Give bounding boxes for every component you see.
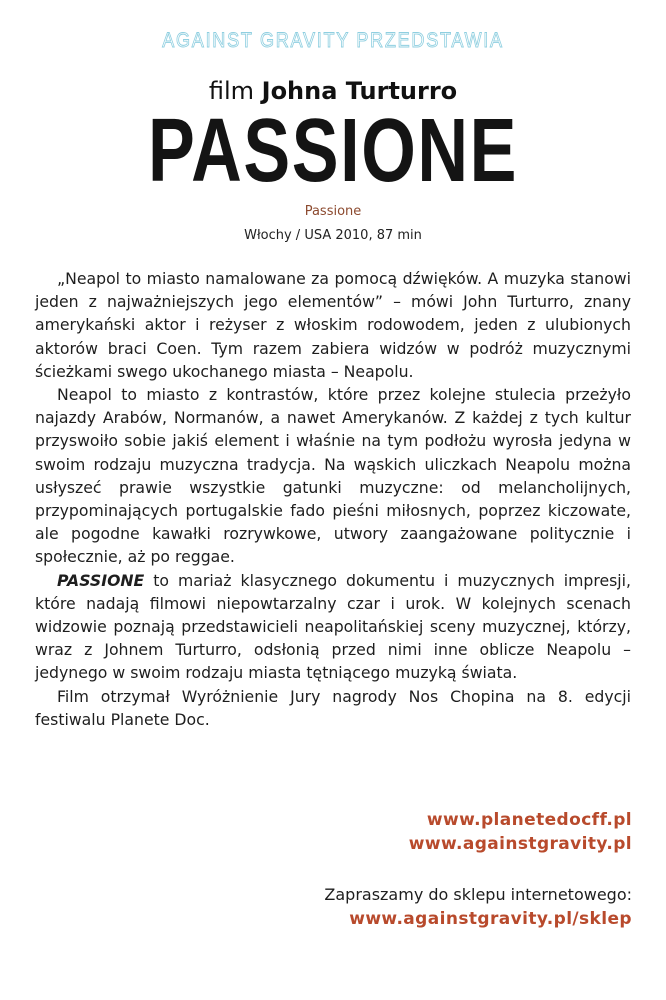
paragraph-1: „Neapol to miasto namalowane za pomocą dźwięków. A muzyka stanowi jeden z najważniejszych jego elementów” – mówi John Turturro, znany amerykański aktor i reżyser z włoskim rodowodem, jeden z ulubionych aktorów braci Coen. Tym razem zabiera widzów w podróż muzycznymi ścieżkami swego ukochanego miasta – Neapolu. bbox=[35, 269, 631, 381]
description bbox=[35, 267, 631, 731]
presenter-line: AGAINST GRAVITY PRZEDSTAWIA bbox=[162, 29, 504, 52]
paragraph-3 bbox=[35, 569, 631, 685]
link-shop[interactable]: www.againstgravity.pl/sklep bbox=[349, 909, 632, 929]
website-links bbox=[409, 808, 632, 856]
paragraph-3-lead: PASSIONE bbox=[57, 570, 145, 590]
director-name: Johna Turturro bbox=[261, 77, 458, 105]
paragraph-4: Film otrzymał Wyróżnienie Jury nagrody Nos Chopina na 8. edycji festiwalu Planete Doc. bbox=[35, 686, 631, 729]
shop-block bbox=[324, 883, 632, 931]
film-title: PASSIONE bbox=[147, 101, 519, 201]
paragraph-3-text: to mariaż klasycznego dokumentu i muzycznych impresji, które nadają filmowi niepowtarzalny czar i urok. W kolejnych scenach widzowie poznają przedstawicieli neapolitańskiej sceny muzycznej, którzy, wraz z Johnem Turturro, odsłonią przed nimi inne oblicze Neapolu – jedynego w swoim rodzaju miasta tętniącego muzyką świata. bbox=[35, 570, 631, 683]
shop-invite: Zapraszamy do sklepu internetowego: bbox=[324, 885, 632, 904]
paragraph-2: Neapol to miasto z kontrastów, które przez kolejne stulecia przeżyło najazdy Arabów, Normanów, a nawet Amerykanów. Z każdej z tych kultur przyswoiło sobie jakiś element i właśnie na tym podłożu wyrosła jedyna w swoim rodzaju muzyczna tradycja. Na wąskich uliczkach Neapolu można usłyszeć prawie wszystkie gatunki muzyczne: od melancholijnych, przypominających portugalskie fado pieśni miłosnych, poprzez kiczowate, ale pogodne kawałki rozrywkowe, utwory zaangażowane politycznie i społecznie, aż po reggae. bbox=[35, 385, 631, 567]
link-againstgravity[interactable]: www.againstgravity.pl bbox=[408, 834, 632, 854]
link-planetedocff[interactable]: www.planetedocff.pl bbox=[426, 810, 632, 830]
film-info: Włochy / USA 2010, 87 min bbox=[244, 228, 422, 243]
original-title: Passione bbox=[304, 204, 362, 219]
director-prefix: film bbox=[208, 77, 254, 105]
